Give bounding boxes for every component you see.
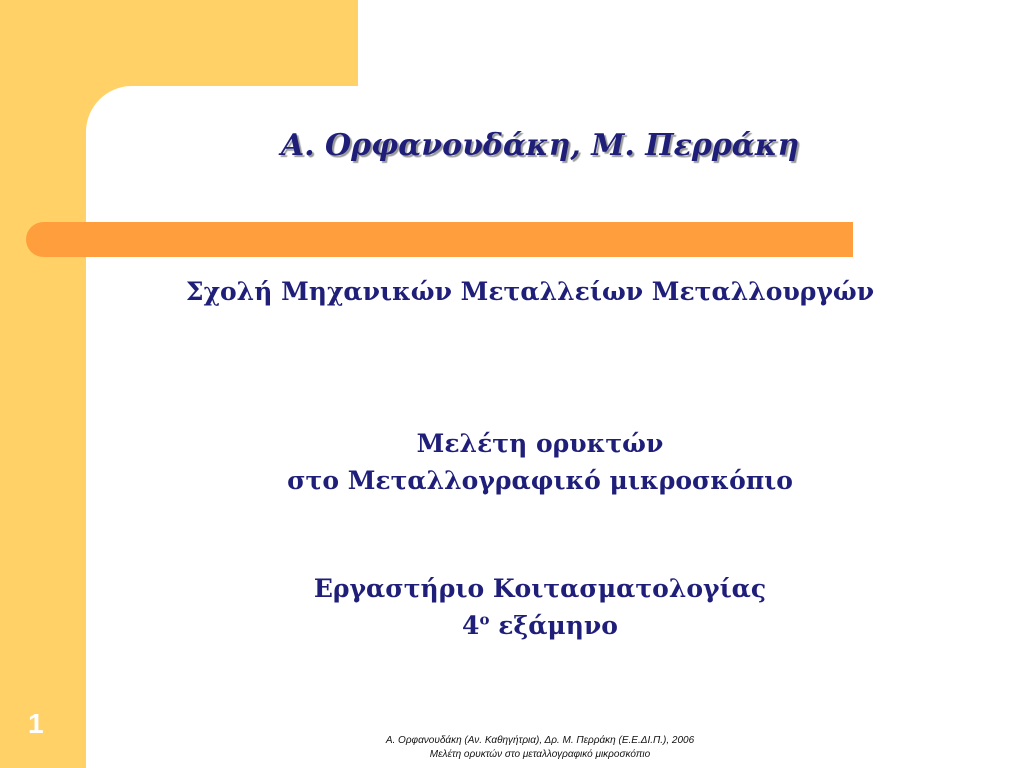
orange-divider-bar <box>26 222 853 257</box>
footer <box>300 734 780 762</box>
semester-word: εξάμηνο <box>498 611 618 640</box>
semester-number: 4 <box>462 611 480 640</box>
school-name: Σχολή Μηχανικών Μεταλλείων Μεταλλουργών <box>185 277 875 306</box>
footer-line-2: Μελέτη ορυκτών στο μεταλλογραφικό μικροσκόπιο <box>429 749 651 760</box>
left-decor-band <box>0 0 86 768</box>
semester <box>40 607 1024 644</box>
slide-title <box>40 425 1024 499</box>
lab-info <box>40 570 1024 644</box>
slide-number: 1 <box>28 708 44 739</box>
footer-line-1: Α. Ορφανουδάκη (Αν. Καθηγήτρια), Δρ. Μ. Περράκη (Ε.Ε.ΔΙ.Π.), 2006 <box>385 735 695 746</box>
authors-heading: Α. Ορφανουδάκη, Μ. Περράκη <box>280 128 800 163</box>
title-line-2: στο Μεταλλογραφικό μικροσκόπιο <box>287 466 793 495</box>
semester-ordinal: ο <box>479 610 490 629</box>
title-line-1: Μελέτη ορυκτών <box>416 429 664 458</box>
top-decor-block <box>0 0 358 86</box>
lab-name: Εργαστήριο Κοιτασματολογίας <box>313 574 767 603</box>
